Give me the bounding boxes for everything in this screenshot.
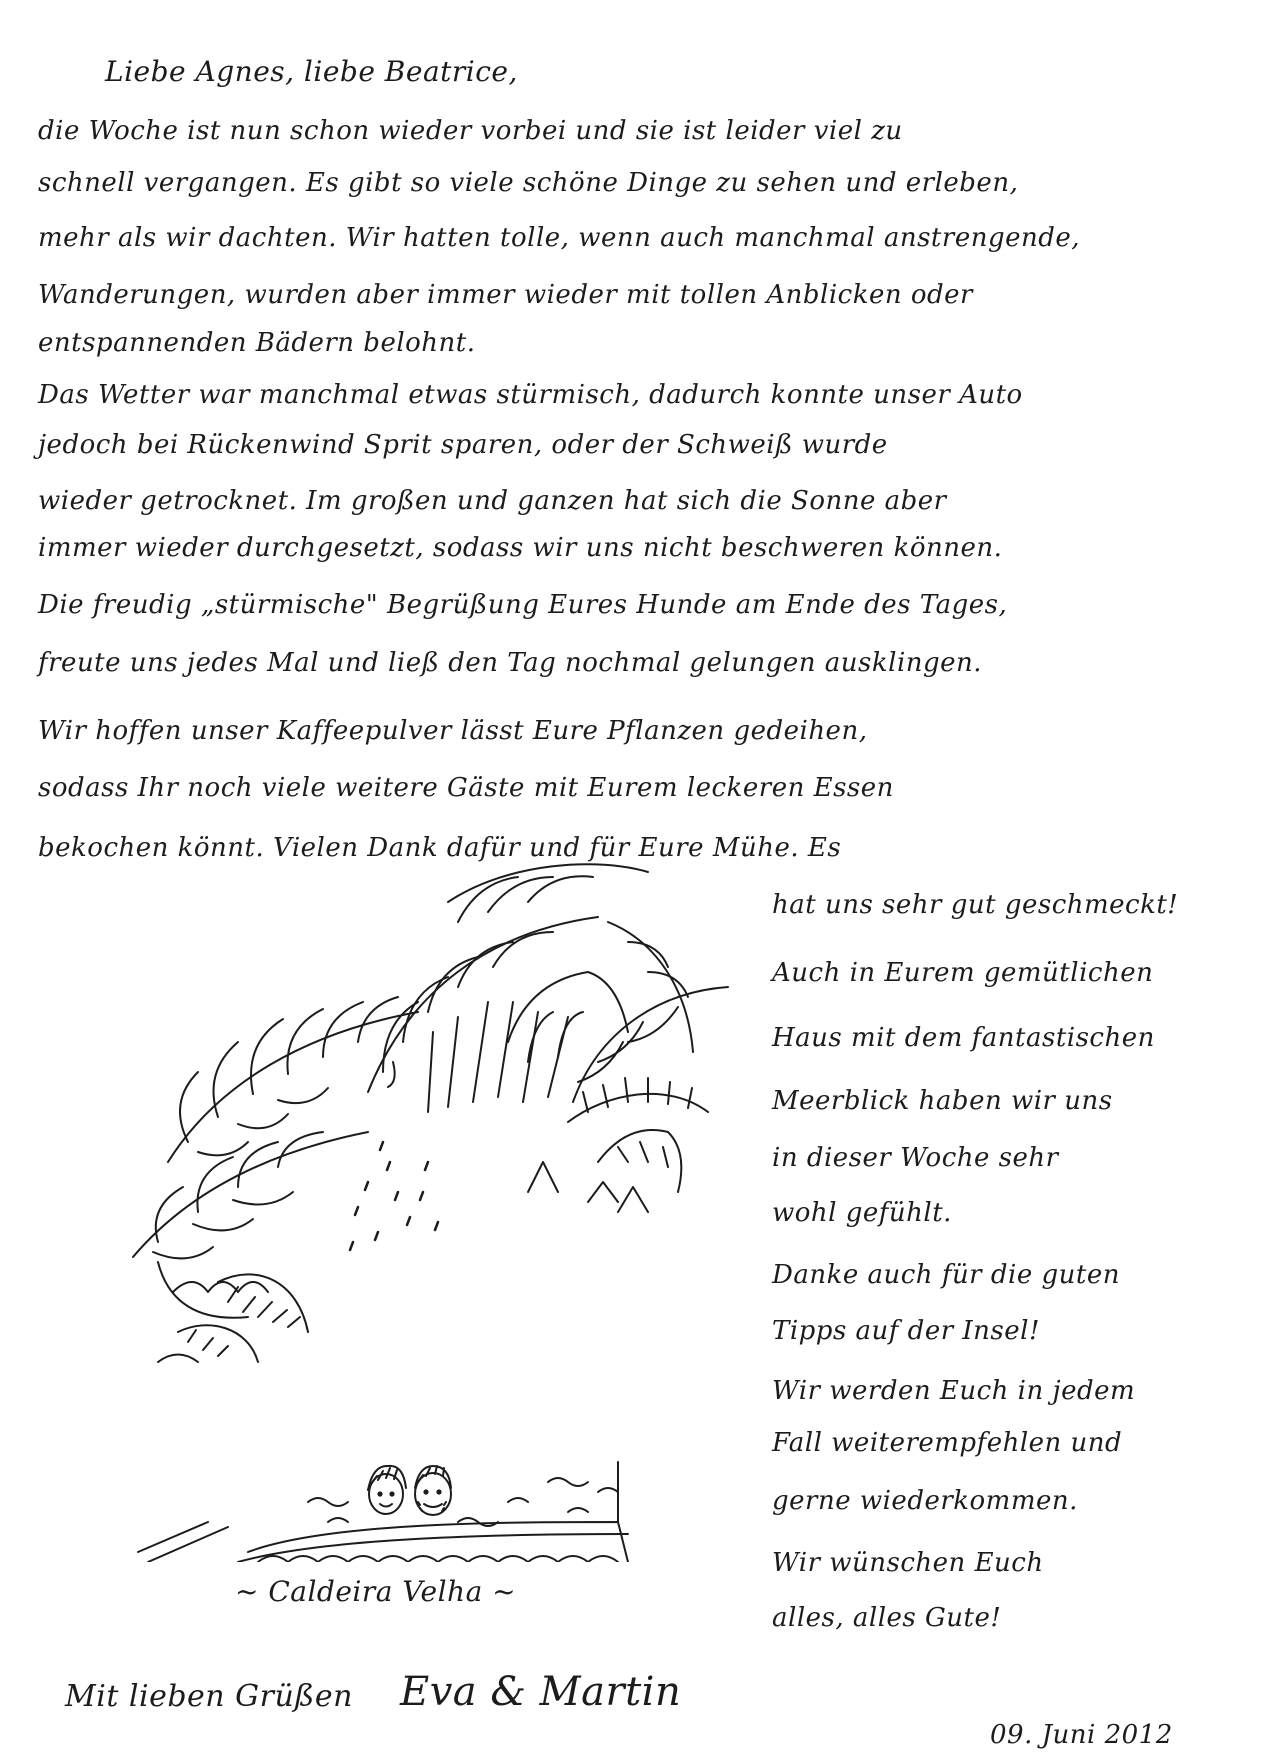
side-line: Haus mit dem fantastischen bbox=[772, 1023, 1155, 1053]
side-line: Wir wünschen Euch bbox=[772, 1548, 1044, 1578]
side-line: in dieser Woche sehr bbox=[772, 1143, 1059, 1173]
side-line: Meerblick haben wir uns bbox=[772, 1086, 1113, 1116]
body-line: freute uns jedes Mal und ließ den Tag nochmal gelungen ausklingen. bbox=[38, 648, 983, 678]
steam bbox=[308, 1478, 618, 1526]
side-line: Danke auch für die guten bbox=[772, 1260, 1120, 1290]
hot-spring-sketch bbox=[128, 862, 746, 1562]
side-line: hat uns sehr gut geschmeckt! bbox=[772, 890, 1179, 920]
greeting: Liebe Agnes, liebe Beatrice, bbox=[105, 55, 518, 88]
body-line: Die freudig „stürmische" Begrüßung Eures Hunde am Ende des Tages, bbox=[38, 590, 1008, 620]
fern-left bbox=[133, 997, 418, 1318]
signature: Eva & Martin bbox=[400, 1669, 682, 1715]
side-line: gerne wiederkommen. bbox=[772, 1486, 1078, 1516]
closing: Mit lieben Grüßen bbox=[65, 1679, 353, 1714]
side-line: Tipps auf der Insel! bbox=[772, 1316, 1040, 1346]
body-line: sodass Ihr noch viele weitere Gäste mit Eurem leckeren Essen bbox=[38, 773, 894, 803]
side-line: alles, alles Gute! bbox=[772, 1603, 1002, 1633]
date: 09. Juni 2012 bbox=[990, 1720, 1173, 1750]
people-heads bbox=[368, 1466, 451, 1515]
body-line: Wir hoffen unser Kaffeepulver lässt Eure Pflanzen gedeihen, bbox=[38, 716, 868, 746]
body-line: immer wieder durchgesetzt, sodass wir uns nicht beschweren können. bbox=[38, 533, 1003, 563]
body-line: bekochen könnt. Vielen Dank dafür und für Eure Mühe. Es bbox=[38, 833, 842, 863]
side-line: wohl gefühlt. bbox=[772, 1198, 952, 1228]
body-line: schnell vergangen. Es gibt so viele schöne Dinge zu sehen und erleben, bbox=[38, 168, 1019, 198]
body-line: Das Wetter war manchmal etwas stürmisch, dadurch konnte unser Auto bbox=[38, 380, 1023, 410]
body-line: jedoch bei Rückenwind Sprit sparen, oder der Schweiß wurde bbox=[38, 430, 888, 460]
body-line: die Woche ist nun schon wieder vorbei und sie ist leider viel zu bbox=[38, 116, 903, 146]
pool-wall bbox=[138, 1462, 628, 1562]
side-line: Wir werden Euch in jedem bbox=[772, 1376, 1136, 1406]
side-line: Auch in Eurem gemütlichen bbox=[772, 958, 1154, 988]
body-line: mehr als wir dachten. Wir hatten tolle, wenn auch manchmal anstrengende, bbox=[38, 223, 1081, 253]
palm-fronds bbox=[368, 864, 728, 1212]
body-line: wieder getrocknet. Im großen und ganzen hat sich die Sonne aber bbox=[38, 486, 947, 516]
water-droplets bbox=[350, 1142, 438, 1250]
body-line: Wanderungen, wurden aber immer wieder mit tollen Anblicken oder bbox=[38, 280, 973, 310]
side-line: Fall weiterempfehlen und bbox=[772, 1428, 1123, 1458]
drawing-caption: ~ Caldeira Velha ~ bbox=[235, 1575, 517, 1608]
body-line: entspannenden Bädern belohnt. bbox=[38, 328, 476, 358]
